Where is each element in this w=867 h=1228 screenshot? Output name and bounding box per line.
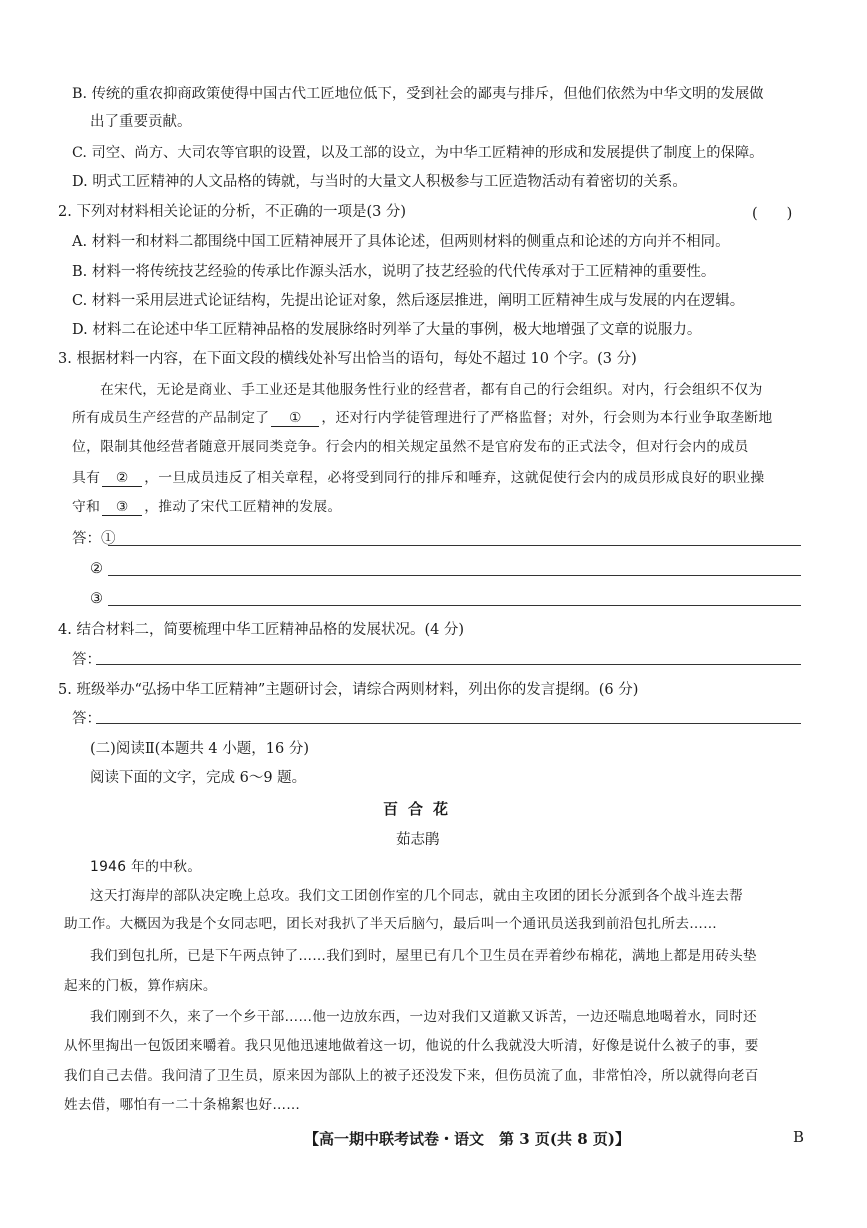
story-para-4-line1: 我们刚到不久，来了一个乡干部……他一边放东西，一边对我们又道歉又诉苦，一边还喘息地喝着水，同时还 — [90, 1009, 757, 1025]
q1-option-b-line1: B. 传统的重农抑商政策使得中国古代工匠地位低下，受到社会的鄙夷与排斥，但他们依然为中华文明的发展做 — [72, 86, 764, 102]
q2-option-a: A. 材料一和材料二都围绕中国工匠精神展开了具体论述，但两则材料的侧重点和论述的方向并不相同。 — [72, 234, 730, 250]
q3-blank-1[interactable]: ① — [271, 410, 319, 427]
q3-passage-line4 — [72, 468, 764, 488]
q4-answer-line[interactable] — [96, 664, 801, 665]
q2-stem: 2. 下列对材料相关论证的分析，不正确的一项是(3 分) — [58, 204, 407, 220]
story-para-2-line2: 助工作。大概因为我是个女同志吧，团长对我扒了半天后脑勺，最后叫一个通讯员送我到前沿包扎所去…… — [64, 916, 718, 932]
q3-blank-2[interactable]: ② — [102, 470, 142, 487]
page-footer: 【高一期中联考试卷・语文 第 3 页(共 8 页)】 — [304, 1130, 630, 1148]
q5-stem: 5. 班级举办“弘扬中华工匠精神”主题研讨会，请综合两则材料，列出你的发言提纲。(6 分) — [58, 682, 639, 698]
q2-option-c: C. 材料一采用层进式论证结构，先提出论证对象，然后逐层推进，阐明工匠精神生成与发展的内在逻辑。 — [72, 293, 745, 309]
q2-answer-paren[interactable]: ( ) — [752, 206, 793, 222]
q3-blank-3[interactable]: ③ — [102, 499, 142, 516]
q3-passage-text: ，还对行内学徒管理进行了严格监督；对外，行会则为本行业争取垄断地 — [321, 410, 773, 426]
q3-passage-text: ，推动了宋代工匠精神的发展。 — [144, 499, 342, 515]
q3-passage-text: ，一旦成员违反了相关章程，必将受到同行的排斥和唾弃，这就促使行会内的成员形成良好的职业操 — [144, 470, 765, 486]
story-para-4-line2: 从怀里掏出一包饭团来嚼着。我只见他迅速地做着这一切，他说的什么我就没大听清，好像是说什么被子的事，要 — [64, 1038, 759, 1054]
reading2-instruction: 阅读下面的文字，完成 6～9 题。 — [90, 770, 307, 786]
q3-passage-text: 所有成员生产经营的产品制定了 — [72, 410, 270, 426]
story-para-1: 1946 年的中秋。 — [90, 859, 202, 875]
q4-stem: 4. 结合材料二，简要梳理中华工匠精神品格的发展状况。(4 分) — [58, 622, 465, 638]
q3-passage-line3: 位，限制其他经营者随意开展同类竞争。行会内的相关规定虽然不是官府发布的正式法令，但对行会内的成员 — [72, 439, 749, 455]
q3-answer-label-3: ③ — [90, 591, 103, 607]
q3-answer-line-2[interactable] — [108, 575, 801, 576]
story-para-3-line2: 起来的门板，算作病床。 — [64, 978, 217, 994]
q3-answer-label-2: ② — [90, 561, 103, 577]
q3-stem: 3. 根据材料一内容，在下面文段的横线处补写出恰当的语句，每处不超过 10 个字。(3 分) — [58, 351, 637, 367]
reading2-heading: (二)阅读Ⅱ(本题共 4 小题，16 分) — [90, 741, 309, 757]
q5-answer-line[interactable] — [96, 723, 801, 724]
q3-passage-line5 — [72, 497, 342, 517]
q1-option-c: C. 司空、尚方、大司农等官职的设置，以及工部的设立，为中华工匠精神的形成和发展提供了制度上的保障。 — [72, 145, 764, 161]
q3-passage-text: 守和 — [72, 499, 101, 515]
q3-answer-line-3[interactable] — [108, 605, 801, 606]
q2-option-d: D. 材料二在论述中华工匠精神品格的发展脉络时列举了大量的事例，极大地增强了文章的说服力。 — [72, 322, 702, 338]
q3-passage-line2 — [72, 408, 772, 428]
q3-answer-label-1: 答：① — [72, 531, 116, 547]
q5-answer-label: 答： — [72, 711, 101, 727]
story-author: 茹志鹃 — [396, 832, 440, 848]
story-para-4-line4: 姓去借，哪怕有一二十条棉絮也好…… — [64, 1097, 301, 1113]
q1-option-b-line2: 出了重要贡献。 — [90, 114, 192, 130]
paper-version-mark: B — [793, 1128, 805, 1146]
q3-passage-line1: 在宋代，无论是商业、手工业还是其他服务性行业的经营者，都有自己的行会组织。对内，行会组织不仅为 — [100, 382, 763, 398]
story-para-3-line1: 我们到包扎所，已是下午两点钟了……我们到时，屋里已有几个卫生员在弄着纱布棉花，满地上都是用砖头垫 — [90, 948, 757, 964]
q3-passage-text: 具有 — [72, 470, 101, 486]
q4-answer-label: 答： — [72, 652, 101, 668]
q3-answer-line-1[interactable] — [108, 545, 801, 546]
q2-option-b: B. 材料一将传统技艺经验的传承比作源头活水，说明了技艺经验的代代传承对于工匠精神的重要性。 — [72, 264, 716, 280]
story-para-4-line3: 我们自己去借。我问清了卫生员，原来因为部队上的被子还没发下来，但伤员流了血，非常怕冷，所以就得向老百 — [64, 1068, 759, 1084]
story-para-2-line1: 这天打海岸的部队决定晚上总攻。我们文工团创作室的几个同志，就由主攻团的团长分派到各个战斗连去帮 — [90, 888, 744, 904]
story-title: 百合花 — [383, 800, 459, 818]
q1-option-d: D. 明式工匠精神的人文品格的铸就，与当时的大量文人积极参与工匠造物活动有着密切的关系。 — [72, 174, 687, 190]
